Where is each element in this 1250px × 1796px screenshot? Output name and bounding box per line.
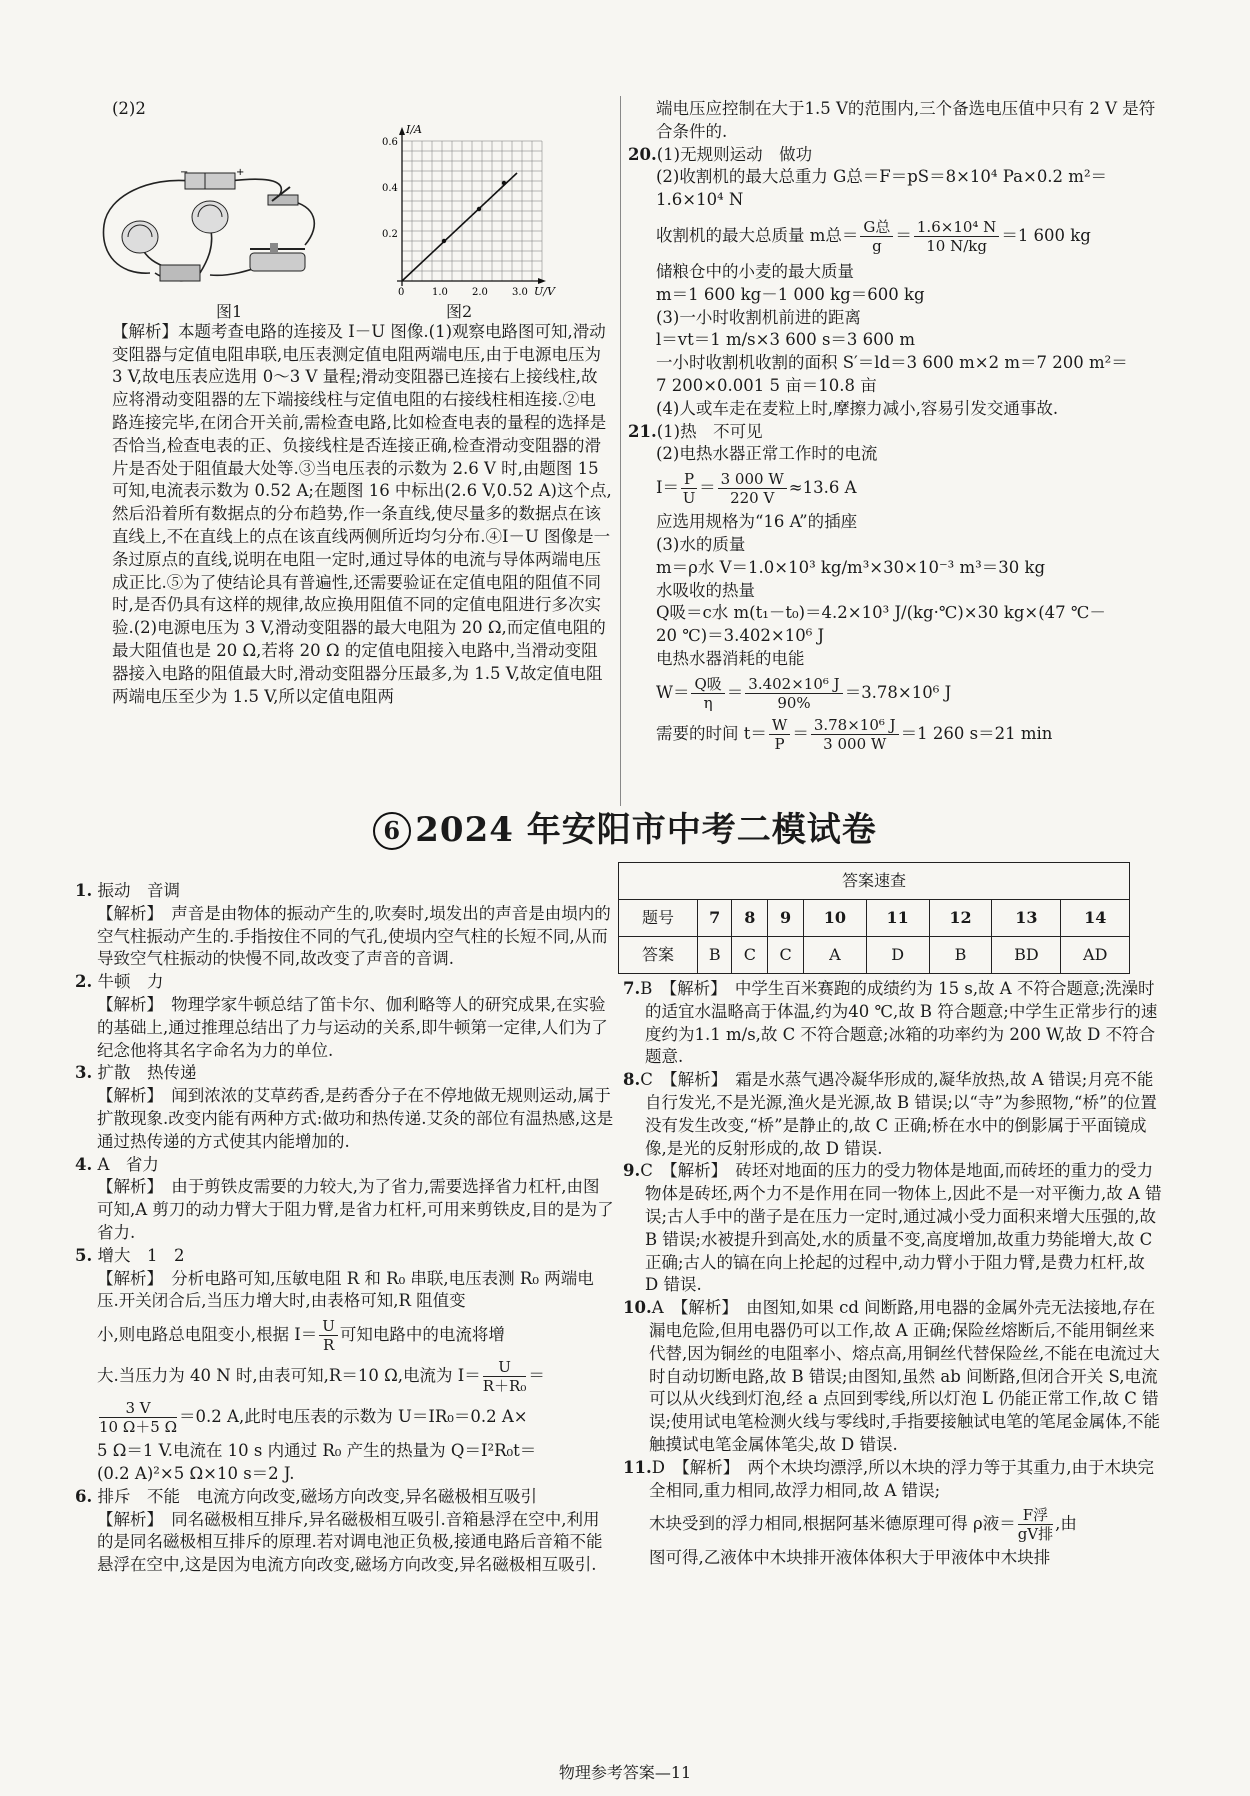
fraction: $\frac{\text{1.6×10⁴ N}}{10 N/kg}$ <box>914 218 999 255</box>
cell: 10 <box>803 900 866 937</box>
fraction: $\frac{U}{\text{R＋R₀}}$ <box>482 1358 527 1396</box>
q20-line: (2)收割机的最大总重力 G总＝F＝pS＝8×10⁴ Pa×0.2 m²＝ <box>656 167 1108 187</box>
circuit-diagram-figure <box>100 165 330 295</box>
cell: C <box>732 937 768 974</box>
q-analysis: 【解析】 声音是由物体的振动产生的,吹奏时,埙发出的声音是由埙内的空气柱振动产生的.手指按住不同的气孔,使埙内空气柱的长短不同,从而导致空气柱振动的快慢不同,故改变了声音的音调. <box>97 903 611 969</box>
q-answer: 增大 1 2 <box>97 1245 185 1265</box>
q-answer: 振动 音调 <box>97 881 180 900</box>
fraction: $\frac{P}{U}$ <box>682 470 696 508</box>
question-block: 7.B 【解析】 中学生百米赛跑的成绩约为 15 s,故 A 不符合题意;洗澡时的适宜水温略高于体温,约为40 ℃,故 B 符合题意;中学生正常步行的速度约为1.1 m/s,故 C 不符合题意;冰箱的功率约为 200 W,故 D 不符合题意. <box>623 979 1158 1067</box>
q21-line: (2)电热水器正常工作时的电流 <box>656 444 878 464</box>
question-block: 8.C 【解析】 霜是水蒸气遇冷凝华形成的,凝华放热,故 A 错误;月亮不能自行发光,不是光源,渔火是光源,故 B 错误;以“寺”为参照物,“桥”的位置没有发生改变,“桥”是静止的,故 C 正确;桥在水中的倒影属于平面镜成像,是光的反射形成的,故 D 错误. <box>623 1070 1157 1158</box>
row-label: 答案 <box>619 937 698 974</box>
fraction: $\frac{W}{P}$ <box>769 716 790 753</box>
cell: B <box>698 937 732 974</box>
q21-part1: (1)热 不可见 <box>656 421 763 441</box>
fraction: $\frac{3 000 W}{220 V}$ <box>718 470 787 507</box>
q-answer: 扩散 热传递 <box>97 1063 197 1083</box>
page-footer: 物理参考答案—11 <box>558 1763 692 1782</box>
q20-line: 储粮仓中的小麦的最大质量 <box>656 261 854 281</box>
iu-graph-figure <box>382 121 562 301</box>
section-title-text: 2024 年安阳市中考二模试卷 <box>415 810 877 850</box>
cell: BD <box>992 937 1061 974</box>
x-tick: 3.0 <box>512 286 528 298</box>
question-block: 11.D 【解析】 两个木块均漂浮,所以木块的浮力等于其重力,由于木块完全相同,重力相同,故浮力相同,故 A 错误; 木块受到的浮力相同,根据阿基米德原理可得 ρ液＝ $\frac{\text{F浮}}{\text{gV排}}$ ,由 图可得,乙液体中木块排开液体体积大于甲液体中木块排 <box>623 1457 1154 1568</box>
top-left-column <box>112 98 612 708</box>
q-analysis: 【解析】 分析电路可知,压敏电阻 R 和 R₀ 串联,电压表测 R₀ 两端电压.开关闭合后,当压力增大时,由表格可知,R 阻值变 小,则电路总电阻变小,根据 I＝ $\frac{U}{R}$ 可知电路中的电流将增 大.当压力为 40 N 时,由表可知,R＝10 Ω,电流为 I＝ $\frac{U}{\text{R＋R₀}}$ ＝ $\frac{3 V}{10 \Omega+5 \Omega}$ ＝0.2 A,此时电压表的示数为 U＝IR₀＝0.2 A× 5 Ω＝1 V.电流在 10 s 内通过 R₀ 产生的热量为 Q＝I²R₀t＝ (0.2 A)²×5 Ω×10 s＝2 J. <box>97 1268 594 1483</box>
top-right-column <box>628 98 1156 757</box>
question-block <box>75 880 615 971</box>
q-number: 3. <box>75 1063 93 1083</box>
svg-text:−: − <box>180 166 189 178</box>
question-block <box>75 1245 615 1486</box>
cell: 12 <box>929 900 992 937</box>
fraction: $\frac{\text{3.78×10⁶ J}}{3 000 W}$ <box>811 716 899 753</box>
q-analysis: 【解析】 物理学家牛顿总结了笛卡尔、伽利略等人的研究成果,在实验的基础上,通过推理总结出了力与运动的关系,即牛顿第一定律,人们为了纪念他将其名字命名为力的单位. <box>97 994 608 1060</box>
q-number: 4. <box>75 1154 93 1174</box>
row-label: 题号 <box>619 900 698 937</box>
q21-line: m＝ρ水 V＝1.0×10³ kg/m³×30×10⁻³ m³＝30 kg <box>656 557 1046 577</box>
figure1-caption: 图1 <box>216 301 243 321</box>
q19-continuation: 端电压应控制在大于1.5 V的范围内,三个备选电压值中只有 2 V 是符合条件的. <box>656 99 1156 141</box>
q-number: 6. <box>75 1486 93 1506</box>
q21-line: Q吸＝c水 m(t₁－t₀)＝4.2×10³ J/(kg·℃)×30 kg×(47 ℃－ <box>656 603 1106 623</box>
q-answer: 牛顿 力 <box>97 972 164 992</box>
cell: A <box>803 937 866 974</box>
q-analysis: 【解析】 由于剪铁皮需要的力较大,为了省力,需要选择省力杠杆,由图可知,A 剪刀的动力臂大于阻力臂,是省力杠杆,可用来剪铁皮,目的是为了省力. <box>97 1177 614 1242</box>
figure2-caption: 图2 <box>446 301 473 321</box>
question-block <box>75 971 615 1062</box>
q21-line: 应选用规格为“16 A”的插座 <box>656 512 858 532</box>
q21-line: (3)水的质量 <box>656 534 746 554</box>
y-axis-label: I/A <box>406 122 422 136</box>
q20-line: l＝vt＝1 m/s×3 600 s＝3 600 m <box>656 330 916 350</box>
cell: 13 <box>992 900 1061 937</box>
q21-number: 21. <box>628 421 657 441</box>
q20-line: (3)一小时收割机前进的距离 <box>656 307 861 327</box>
question-block: 10.A 【解析】 由图知,如果 cd 间断路,用电器的金属外壳无法接地,存在漏电危险,但用电器仍可以工作,故 A 正确;保险丝熔断后,不能用铜丝来代替,因为铜丝的电阻率小、熔点高,用铜丝代替保险丝,不能在电流过大时自动切断电路,故 B 错误;由图知,虽然 ab 间断路,但闭合开关 S,电流可以从火线到灯泡,经 a 点回到零线,所以灯泡 L 仍能正常工作,故 C 错误;使用试电笔检测火线与零线时,手指要接触试电笔的笔尾金属体,不能触摸试电笔金属体笔尖,故 D 错误. <box>623 1298 1161 1454</box>
fraction: $\frac{3 V}{10 \Omega+5 \Omega}$ <box>99 1399 178 1437</box>
section-title <box>0 808 1250 852</box>
y-tick: 0.6 <box>382 136 398 148</box>
cell: D <box>866 937 929 974</box>
cell: 11 <box>866 900 929 937</box>
q21-line: 20 ℃)＝3.402×10⁶ J <box>656 626 825 646</box>
q-answer: 排斥 不能 电流方向改变,磁场方向改变,异名磁极相互吸引 <box>97 1486 537 1506</box>
answer-table <box>618 862 1130 974</box>
q20-line: (4)人或车走在麦粒上时,摩擦力减小,容易引发交通事故. <box>656 398 1059 418</box>
q20-line: m＝1 600 kg－1 000 kg＝600 kg <box>656 284 925 304</box>
question-block <box>75 1154 615 1245</box>
fraction: $\frac{\text{Q吸}}{\eta}$ <box>691 675 724 712</box>
cell: 14 <box>1061 900 1130 937</box>
cell: 7 <box>698 900 732 937</box>
answer-table-title: 答案速查 <box>619 863 1130 900</box>
fraction: $\frac{\text{3.402×10⁶ J}}{90\%}$ <box>745 675 842 712</box>
answer-table-row-answers <box>619 937 1130 974</box>
q21-current-formula: I＝ $\frac{P}{U}$ ＝ $\frac{3 000 W}{220 V}$ ≈13.6 A <box>656 470 857 508</box>
x-axis-label: U/V <box>534 284 555 298</box>
column-divider <box>620 96 621 806</box>
y-tick: 0.4 <box>382 182 398 194</box>
q21-line: 水吸收的热量 <box>656 580 755 600</box>
question-block <box>75 1062 615 1153</box>
q20-line: 7 200×0.001 5 亩＝10.8 亩 <box>656 375 877 395</box>
cell: 8 <box>732 900 768 937</box>
question-block <box>75 1486 615 1577</box>
cell: B <box>929 937 992 974</box>
y-tick: 0.2 <box>382 228 398 240</box>
q20-number: 20. <box>628 144 657 164</box>
question-block: 9.C 【解析】 砖坯对地面的压力的受力物体是地面,而砖坯的重力的受力物体是砖坯,两个力不是作用在同一物体上,因此不是一对平衡力,故 A 错误;古人手中的凿子是在压力一定时,通过减小受力面积来增大压强的,故 B 错误;水被提升到高处,水的质量不变,高度增加,故重力势能增大,故 C 正确;古人的镐在向上抡起的过程中,动力臂小于阻力臂,是费力杠杆,故 D 错误. <box>623 1161 1162 1295</box>
q21-energy-formula: W＝ $\frac{\text{Q吸}}{\eta}$ ＝ $\frac{\text{3.402×10⁶ J}}{90\%}$ ＝3.78×10⁶ J <box>656 674 952 712</box>
bottom-right-column <box>623 978 1163 1570</box>
fraction: $\frac{\text{F浮}}{\text{gV排}}$ <box>1017 1506 1054 1544</box>
fraction: $\frac{U}{R}$ <box>319 1317 338 1354</box>
cell: 9 <box>768 900 804 937</box>
q20-line: 一小时收割机收割的面积 S′＝ld＝3 600 m×2 m＝7 200 m²＝ <box>656 353 1128 373</box>
x-tick: 0 <box>398 286 405 298</box>
q20-line: 1.6×10⁴ N <box>656 190 744 210</box>
cell: AD <box>1061 937 1130 974</box>
q21-time-formula: 需要的时间 t＝ $\frac{W}{P}$ ＝ $\frac{\text{3.78×10⁶ J}}{3 000 W}$ ＝1 260 s＝21 min <box>656 715 1053 753</box>
svg-text:+: + <box>236 166 245 178</box>
q-number: 1. <box>75 881 93 900</box>
q-number: 2. <box>75 972 93 992</box>
fraction: $\frac{\text{G总}}{g}$ <box>860 218 893 255</box>
q19-part2-label: (2)2 <box>112 99 146 118</box>
section-number: 6 <box>373 812 411 850</box>
q20-mass-formula: 收割机的最大总质量 m总＝ $\frac{\text{G总}}{g}$ ＝ $\frac{\text{1.6×10⁴ N}}{10 N/kg}$ ＝1 600 kg <box>656 217 1091 255</box>
cell: C <box>768 937 804 974</box>
q-answer: A 省力 <box>97 1154 159 1174</box>
q21-line: 电热水器消耗的电能 <box>656 648 805 668</box>
x-tick: 2.0 <box>472 286 488 298</box>
x-tick: 1.0 <box>432 286 448 298</box>
answer-table-row-numbers <box>619 900 1130 937</box>
q-analysis: 【解析】 同名磁极相互排斥,异名磁极相互吸引.音箱悬浮在空中,利用的是同名磁极相互排斥的原理.若对调电池正负极,接通电路后音箱不能悬浮在空中,这是因为电流方向改变,磁场方向改变,异名磁极相互吸引. <box>97 1509 603 1575</box>
figures-area <box>112 121 612 321</box>
q20-part1: (1)无规则运动 做功 <box>656 144 813 164</box>
q-analysis: 【解析】 闻到浓浓的艾草药香,是药香分子在不停地做无规则运动,属于扩散现象.改变内能有两种方式:做功和热传递.艾灸的部位有温热感,这是通过热传递的方式使其内能增加的. <box>97 1086 614 1151</box>
bottom-left-column <box>75 880 615 1577</box>
q-number: 5. <box>75 1245 93 1265</box>
q19-analysis: 【解析】本题考查电路的连接及 I－U 图像.(1)观察电路图可知,滑动变阻器与定值电阻串联,电压表测定值电阻两端电压,由于电源电压为 3 V,故电压表应选用 0～3 V 量程;滑动变阻器已连接右上接线柱,故应将滑动变阻器的左下端接线柱与定值电阻的右接线柱相连接.②电路连接完毕,在闭合开关前,需检查电路,比如检查电表的量程的选择是否恰当,检查电表的正、负接线柱是否连接正确,检查滑动变阻器的滑片是否处于阻值最大处等.③当电压表的示数为 2.6 V 时,由题图 15 可知,电流表示数为 0.52 A;在题图 16 中标出(2.6 V,0.52 A)这个点,然后沿着所有数据点的分布趋势,作一条直线,使尽量多的数据点在该直线上,不在直线上的点在该直线两侧所近均匀分布.④I－U 图像是一条过原点的直线,说明在电阻一定时,通过导体的电流与导体两端电压成正比.⑤为了使结论具有普遍性,还需要验证在定值电阻的阻值不同时,是否仍具有这样的规律,故应换用阻值不同的定值电阻进行多次实验.(2)电源电压为 3 V,滑动变阻器的最大电阻为 20 Ω,而定值电阻的最大阻值也是 20 Ω,若将 20 Ω 的定值电阻接入电路中,当滑动变阻器接入电路的阻值最大时,滑动变阻器分压最多,为 1.5 V,故定值电阻两端电压至少为 1.5 V,所以定值电阻两 <box>112 321 612 706</box>
